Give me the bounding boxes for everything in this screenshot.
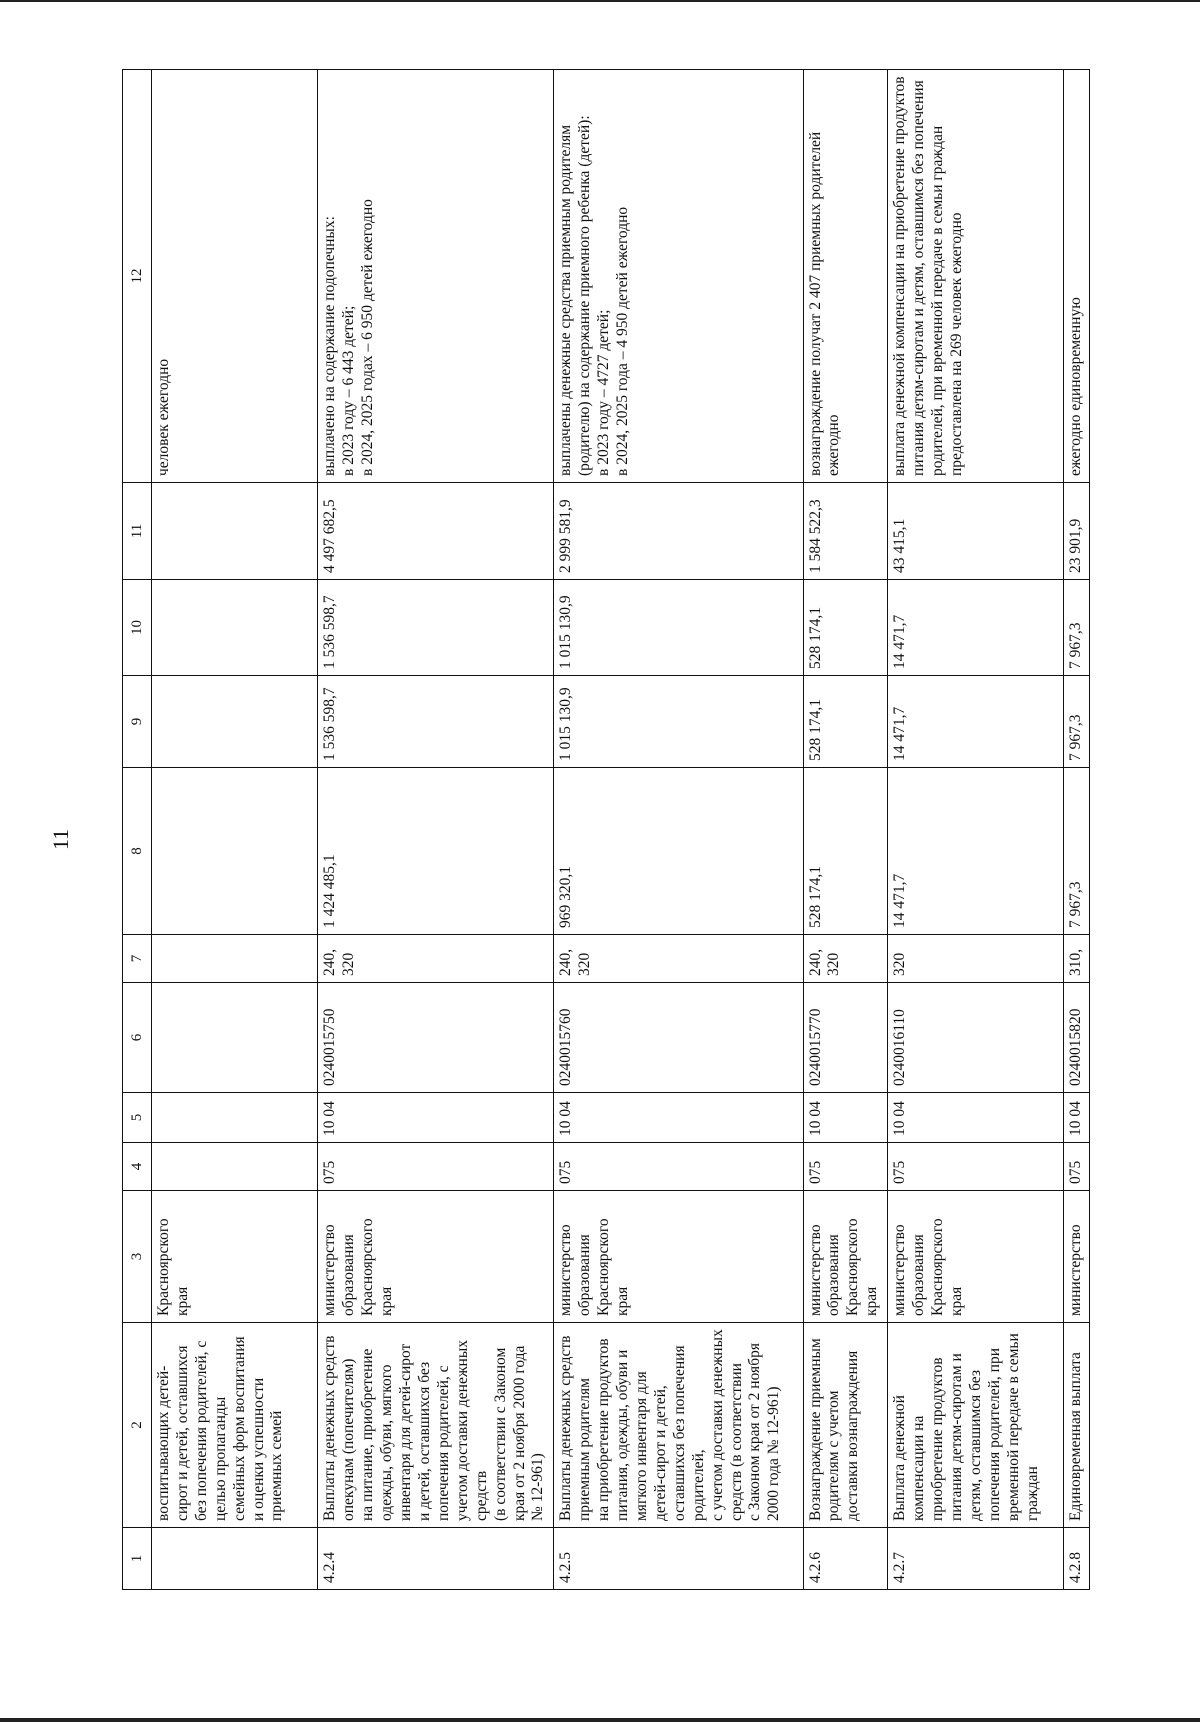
amount-total: 43 415,1 (888, 483, 1064, 580)
column-number: 1 (123, 1528, 152, 1590)
table-row (152, 70, 318, 1590)
table-row (1063, 70, 1089, 1590)
column-number: 3 (123, 1191, 152, 1323)
item-number (152, 1528, 318, 1590)
section-code (152, 1093, 318, 1143)
grbs-code: 075 (318, 1143, 554, 1191)
expected-result: ежегодно единовременную (1063, 70, 1089, 483)
column-number: 8 (123, 768, 152, 935)
column-number: 12 (123, 70, 152, 483)
column-number: 5 (123, 1093, 152, 1143)
amount-2025: 14 471,7 (888, 580, 1064, 676)
expense-type-code: 240, 320 (318, 935, 554, 983)
grbs-code: 075 (1063, 1143, 1089, 1191)
expense-type-code: 240, 320 (554, 935, 803, 983)
expense-type-code: 310, (1063, 935, 1089, 983)
activity-name: воспитывающих детей-сирот и детей, оставшихся без попечения родителей, с целью пропаганды семейных форм воспитания и оценки успешности приемных семей (152, 1323, 318, 1528)
expected-result: выплачены денежные средства приемным родителям (родителю) на содержание приемного ребенка (детей): в 2023 году – 4727 детей; в 2024, 2025 года – 4 950 детей ежегодно (554, 70, 803, 483)
activity-name: Вознаграждение приемным родителям с учетом доставки вознаграждения (803, 1323, 888, 1528)
amount-total: 1 584 522,3 (803, 483, 888, 580)
section-code: 10 04 (803, 1093, 888, 1143)
expense-type-code: 320 (888, 935, 1064, 983)
expected-result: выплачено на содержание подопечных: в 2023 году – 6 443 детей; в 2024, 2025 годах – 6 950 детей ежегодно (318, 70, 554, 483)
activity-name: Выплаты денежных средств приемным родителям на приобретение продуктов питания, одежды, обуви и мягкого инвентаря для детей-сирот и детей, оставшихся без попечения родителей, с учетом доставки денежных средств (в соответствии с Законом края от 2 ноября 2000 года № 12-961) (554, 1323, 803, 1528)
table-row (803, 70, 888, 1590)
section-code: 10 04 (318, 1093, 554, 1143)
program-activities-table (122, 69, 1090, 1590)
item-number: 4.2.4 (318, 1528, 554, 1590)
amount-2023: 528 174,1 (803, 768, 888, 935)
expected-result: вознаграждение получат 2 407 приемных родителей ежегодно (803, 70, 888, 483)
amount-2023 (152, 768, 318, 935)
activity-name: Выплата денежной компенсации на приобретение продуктов питания детям-сиротам и детям, оставшимся без попечения родителей, при временной передаче в семьи граждан (888, 1323, 1064, 1528)
amount-2025: 1 536 598,7 (318, 580, 554, 676)
expected-result: выплата денежной компенсации на приобретение продуктов питания детям-сиротам и детям, оставшимся без попечения родителей, при временной передаче в семьи граждан предоставлена на 269 человек ежегодно (888, 70, 1064, 483)
amount-2024: 14 471,7 (888, 676, 1064, 768)
responsible-executor: министерство образования Красноярского края (554, 1191, 803, 1323)
expected-result: человек ежегодно (152, 70, 318, 483)
column-number: 6 (123, 983, 152, 1093)
column-number: 4 (123, 1143, 152, 1191)
target-article-code: 0240016110 (888, 983, 1064, 1093)
amount-2023: 7 967,3 (1063, 768, 1089, 935)
column-number: 2 (123, 1323, 152, 1528)
amount-total: 2 999 581,9 (554, 483, 803, 580)
responsible-executor: министерство образования Красноярского края (318, 1191, 554, 1323)
table-row (888, 70, 1064, 1590)
rotated-page-content (122, 70, 1090, 1590)
activity-name: Выплаты денежных средств опекунам (попечителям) на питание, приобретение одежды, обуви, мягкого инвентаря для детей-сирот и детей, оставшихся без попечения родителей, с учетом доставки денежных средств (в соответствии с Законом края от 2 ноября 2000 года № 12-961) (318, 1323, 554, 1528)
table-row (318, 70, 554, 1590)
grbs-code: 075 (888, 1143, 1064, 1191)
amount-total (152, 483, 318, 580)
amount-2023: 14 471,7 (888, 768, 1064, 935)
amount-total: 23 901,9 (1063, 483, 1089, 580)
amount-2023: 969 320,1 (554, 768, 803, 935)
section-code: 10 04 (888, 1093, 1064, 1143)
target-article-code: 0240015750 (318, 983, 554, 1093)
item-number: 4.2.7 (888, 1528, 1064, 1590)
target-article-code: 0240015760 (554, 983, 803, 1093)
scan-edge-bottom (0, 1718, 1200, 1722)
responsible-executor: министерство (1063, 1191, 1089, 1323)
amount-2024: 7 967,3 (1063, 676, 1089, 768)
amount-2024: 1 536 598,7 (318, 676, 554, 768)
item-number: 4.2.8 (1063, 1528, 1089, 1590)
grbs-code: 075 (554, 1143, 803, 1191)
amount-2024 (152, 676, 318, 768)
amount-2023: 1 424 485,1 (318, 768, 554, 935)
expense-type-code (152, 935, 318, 983)
column-number: 10 (123, 580, 152, 676)
amount-2024: 1 015 130,9 (554, 676, 803, 768)
column-number: 11 (123, 483, 152, 580)
column-number: 9 (123, 676, 152, 768)
target-article-code: 0240015820 (1063, 983, 1089, 1093)
target-article-code (152, 983, 318, 1093)
section-code: 10 04 (554, 1093, 803, 1143)
responsible-executor: министерство образования Красноярского края (803, 1191, 888, 1323)
responsible-executor: министерство образования Красноярского края (888, 1191, 1064, 1323)
table-row (554, 70, 803, 1590)
responsible-executor: Красноярского края (152, 1191, 318, 1323)
amount-2025: 528 174,1 (803, 580, 888, 676)
column-number: 7 (123, 935, 152, 983)
grbs-code (152, 1143, 318, 1191)
amount-total: 4 497 682,5 (318, 483, 554, 580)
amount-2025 (152, 580, 318, 676)
amount-2025: 7 967,3 (1063, 580, 1089, 676)
column-number-row (123, 70, 152, 1590)
activity-name: Единовременная выплата (1063, 1323, 1089, 1528)
item-number: 4.2.5 (554, 1528, 803, 1590)
grbs-code: 075 (803, 1143, 888, 1191)
scan-edge-top (0, 0, 1200, 2)
expense-type-code: 240, 320 (803, 935, 888, 983)
section-code: 10 04 (1063, 1093, 1089, 1143)
page-number: 11 (48, 828, 73, 850)
amount-2024: 528 174,1 (803, 676, 888, 768)
target-article-code: 0240015770 (803, 983, 888, 1093)
item-number: 4.2.6 (803, 1528, 888, 1590)
amount-2025: 1 015 130,9 (554, 580, 803, 676)
